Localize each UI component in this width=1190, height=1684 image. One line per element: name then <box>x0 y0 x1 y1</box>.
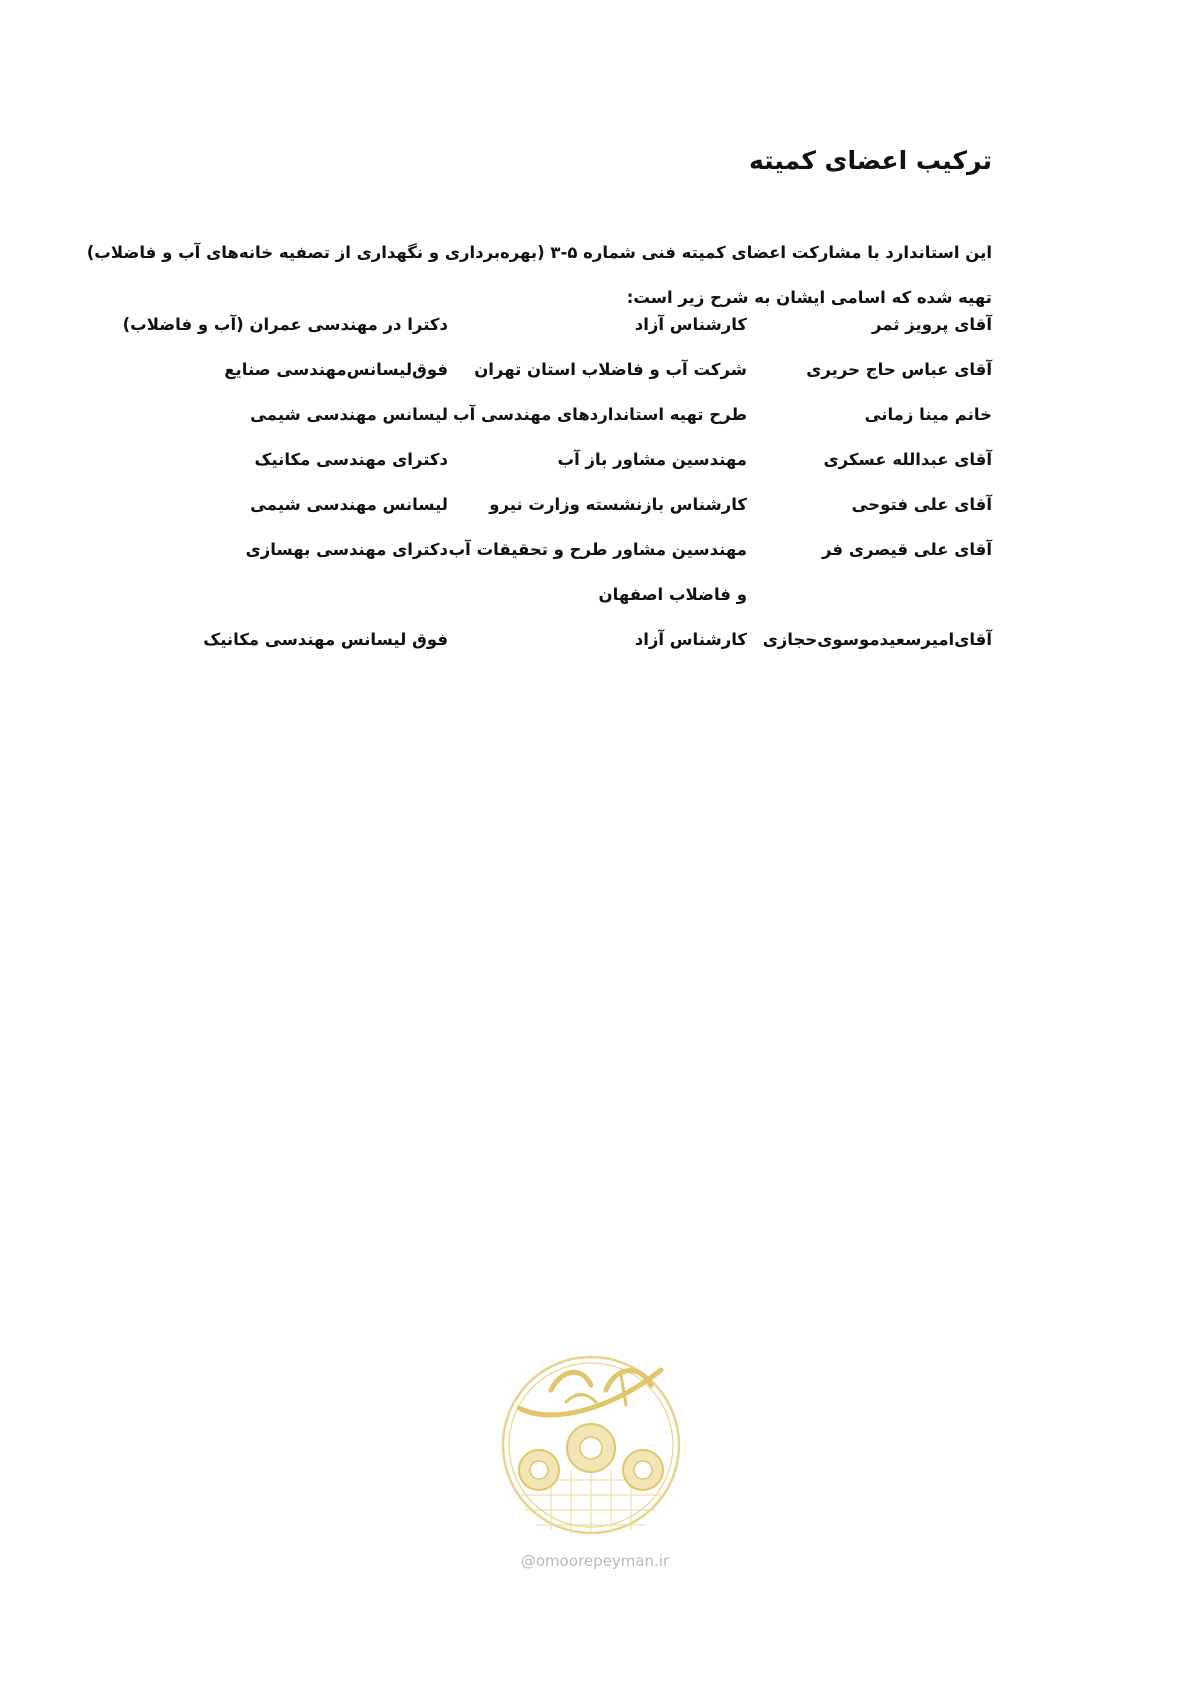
member-affiliation: شرکت آب و فاضلاب استان تهران <box>474 360 747 379</box>
member-name: آقای علی قیصری فر <box>822 540 992 559</box>
member-affiliation: کارشناس آزاد <box>634 315 747 334</box>
omoorepeyman-logo <box>491 1330 691 1570</box>
member-name: آقای عباس حاج حریری <box>806 360 992 379</box>
member-name: آقای پرویز ثمر <box>872 315 992 334</box>
intro-line-2: تهیه شده که اسامی ایشان به شرح زیر است: <box>626 288 992 307</box>
member-name: آقای علی فتوحی <box>851 495 992 514</box>
member-row <box>0 405 1190 445</box>
member-degree: دکترای مهندسی بهسازی <box>245 540 448 559</box>
member-degree: دکترای مهندسی مکانیک <box>254 450 448 469</box>
member-degree: لیسانس مهندسی شیمی <box>250 495 448 514</box>
member-row <box>0 360 1190 400</box>
member-row <box>0 630 1190 670</box>
member-row-continuation <box>0 585 1190 625</box>
member-affiliation: و فاضلاب اصفهان <box>598 585 747 604</box>
member-name: آقای‌امیرسعیدموسوی‌حجازی <box>762 630 992 649</box>
member-affiliation: کارشناس بازنشسته وزارت نیرو <box>489 495 747 514</box>
member-degree: فوق لیسانس مهندسی مکانیک <box>203 630 448 649</box>
member-affiliation: کارشناس آزاد <box>634 630 747 649</box>
member-name: آقای عبدالله عسکری <box>823 450 992 469</box>
member-affiliation: طرح تهیه استانداردهای مهندسی آب <box>453 405 747 424</box>
watermark-url: @omoorepeyman.ir <box>520 1552 670 1570</box>
member-affiliation: مهندسین مشاور طرح و تحقیقات آب <box>448 540 747 559</box>
page-title: ترکیب اعضای کمیته <box>748 146 992 175</box>
member-degree: فوق‌لیسانس‌مهندسی صنایع <box>224 360 448 379</box>
member-row <box>0 540 1190 580</box>
member-degree: دکترا در مهندسی عمران (آب و فاضلاب) <box>122 315 448 334</box>
member-degree: لیسانس مهندسی شیمی <box>250 405 448 424</box>
intro-line-1: این استاندارد با مشارکت اعضای کمیته فنی شماره ۵-۳ (بهره‌برداری و نگهداری از تصفیه خانه‌های آب و فاضلاب) <box>86 243 992 262</box>
member-row <box>0 315 1190 355</box>
member-row <box>0 495 1190 535</box>
member-row <box>0 450 1190 490</box>
member-name: خانم مینا زمانی <box>864 405 992 424</box>
member-affiliation: مهندسین مشاور باز آب <box>557 450 747 469</box>
